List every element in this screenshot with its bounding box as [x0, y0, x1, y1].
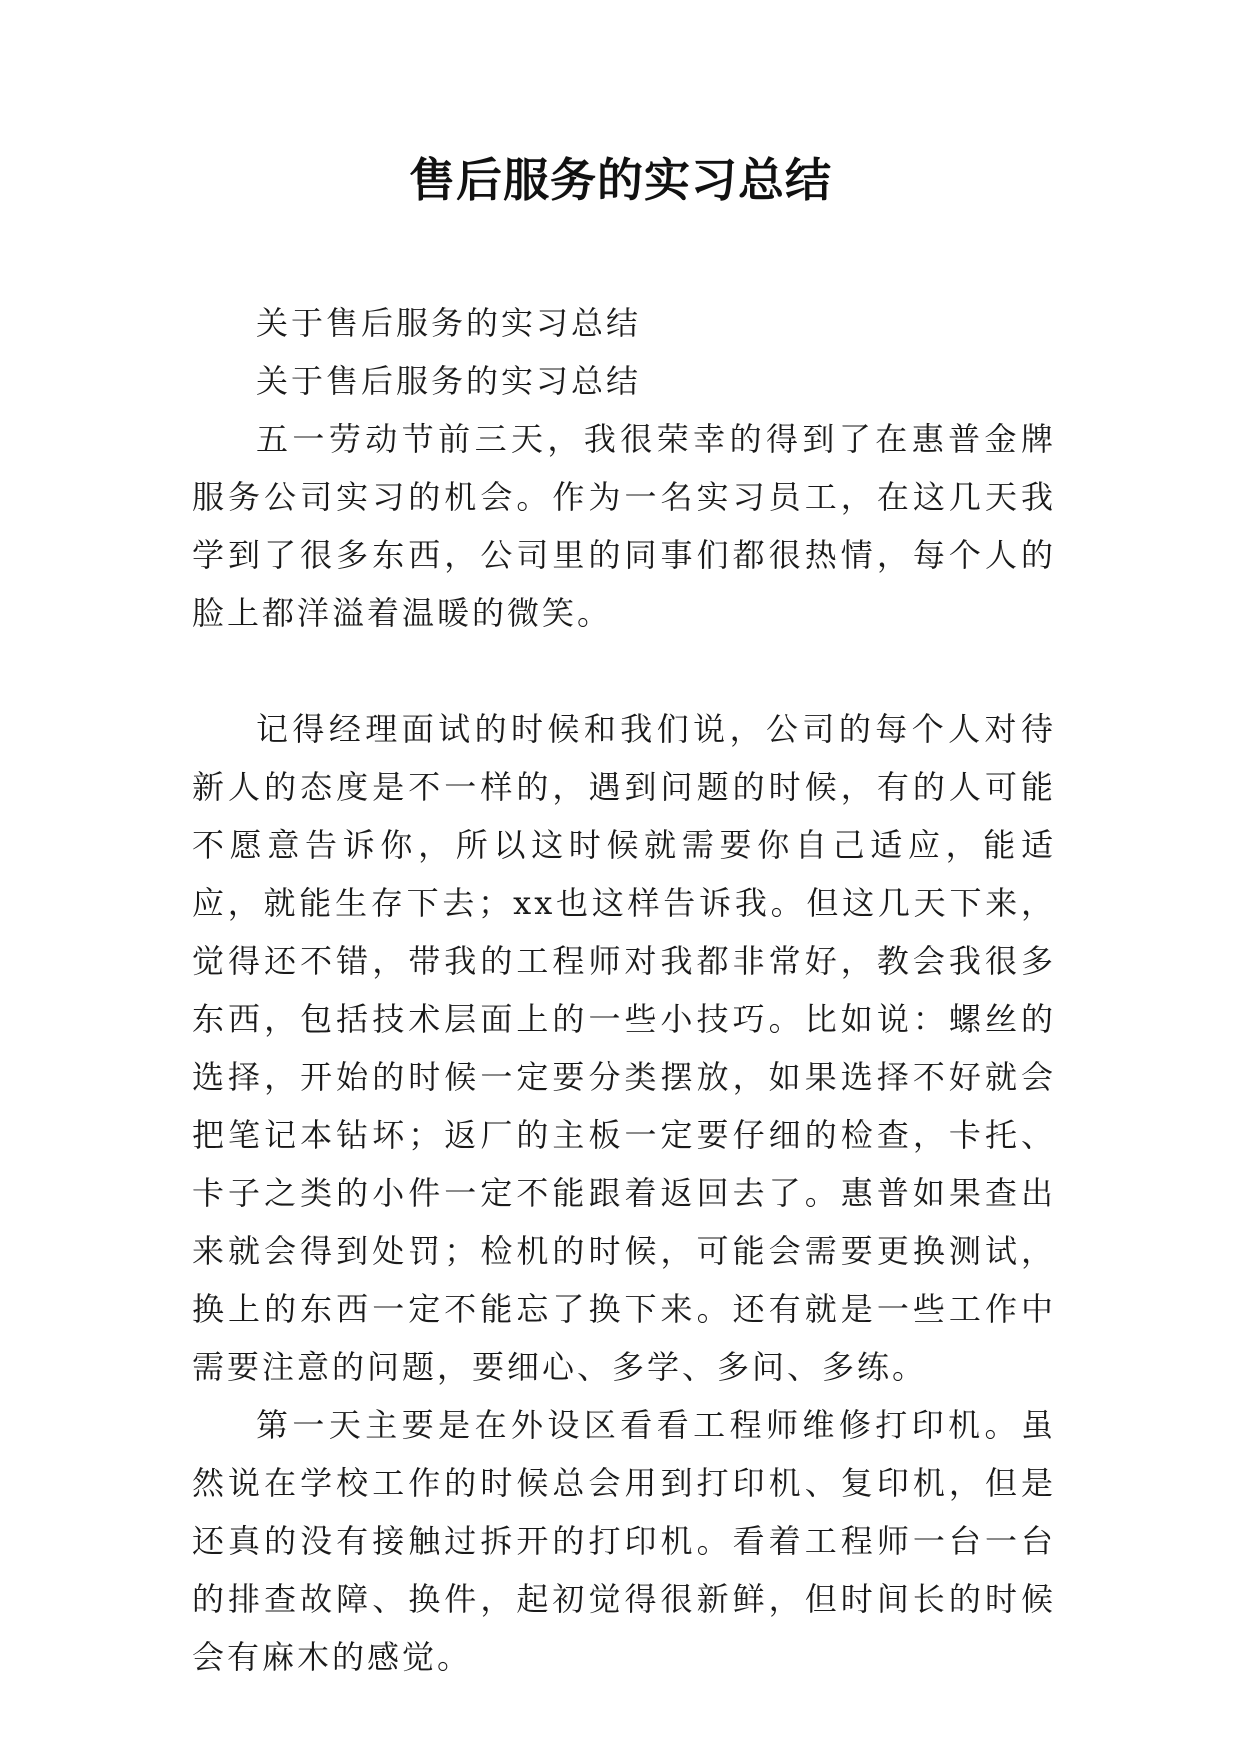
paragraph-heading-2: 关于售后服务的实习总结	[256, 362, 642, 400]
paragraph-first-day: 第一天主要是在外设区看看工程师维修打印机。虽然说在学校工作的时候总会用到打印机、复印机，但是还真的没有接触过拆开的打印机。看着工程师一台一台的排查故障、换件，起初觉得很新鲜，但时间长的时候会有麻木的感觉。	[192, 1406, 1056, 1676]
paragraph-heading-1: 关于售后服务的实习总结	[256, 304, 642, 342]
paragraph-spacer	[192, 642, 1056, 700]
document-body	[192, 294, 1056, 1686]
paragraph-intro: 五一劳动节前三天，我很荣幸的得到了在惠普金牌服务公司实习的机会。作为一名实习员工，在这几天我学到了很多东西，公司里的同事们都很热情，每个人的脸上都洋溢着温暖的微笑。	[192, 420, 1056, 632]
paragraph-interview: 记得经理面试的时候和我们说，公司的每个人对待新人的态度是不一样的，遇到问题的时候，有的人可能不愿意告诉你，所以这时候就需要你自己适应，能适应，就能生存下去；xx也这样告诉我。但这几天下来，觉得还不错，带我的工程师对我都非常好，教会我很多东西，包括技术层面上的一些小技巧。比如说：螺丝的选择，开始的时候一定要分类摆放，如果选择不好就会把笔记本钻坏；返厂的主板一定要仔细的检查，卡托、卡子之类的小件一定不能跟着返回去了。惠普如果查出来就会得到处罚；检机的时候，可能会需要更换测试，换上的东西一定不能忘了换下来。还有就是一些工作中需要注意的问题，要细心、多学、多问、多练。	[192, 710, 1056, 1386]
document-title: 售后服务的实习总结	[409, 153, 832, 207]
